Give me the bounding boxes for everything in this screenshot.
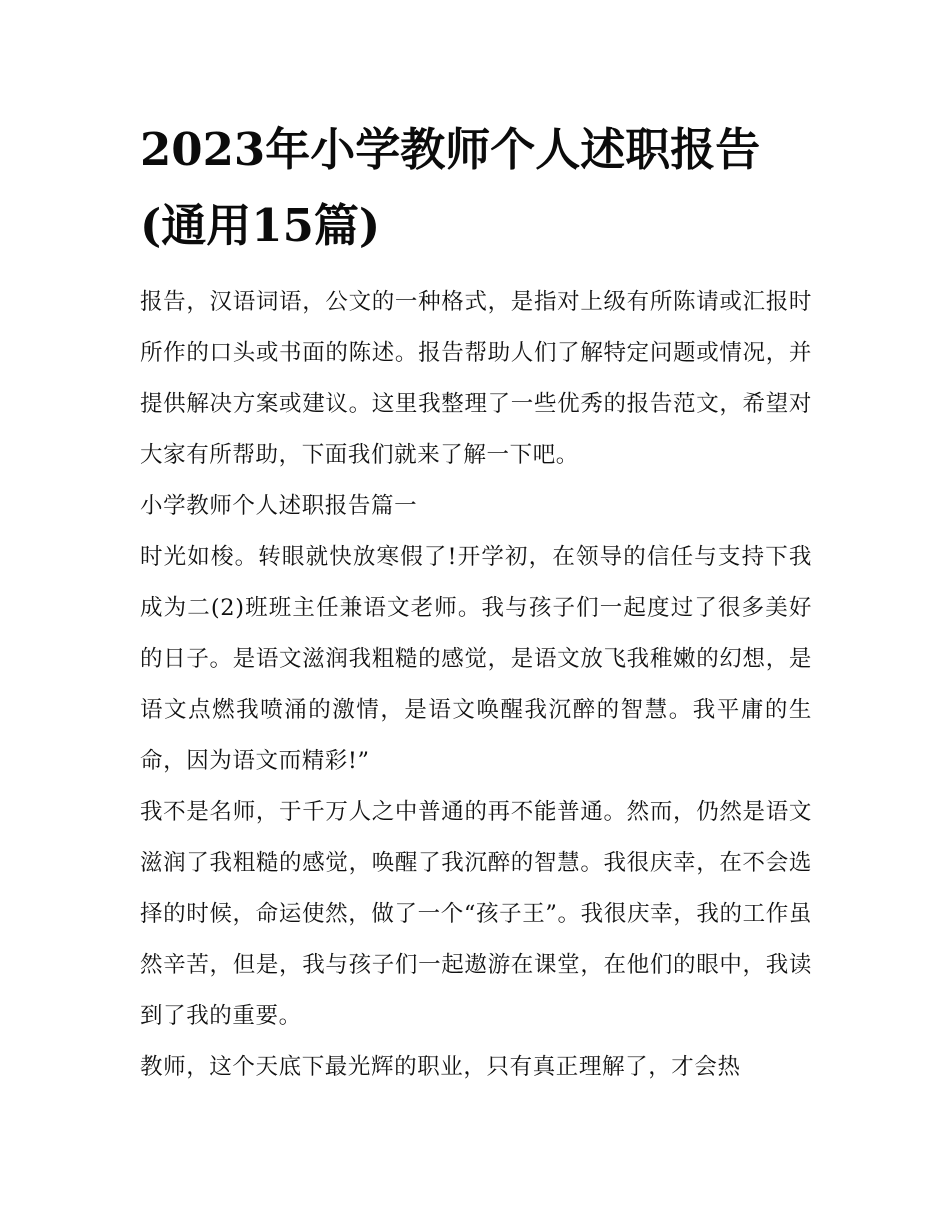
body-paragraph-1: 时光如梭。转眼就快放寒假了!开学初，在领导的信任与支持下我成为二(2)班班主任兼语文老师。我与孩子们一起度过了很多美好的日子。是语文滋润我粗糙的感觉，是语文放飞我稚嫩的幻想，是语文点燃我喷涌的激情，是语文唤醒我沉醉的智慧。我平庸的生命，因为语文而精彩!” <box>140 544 812 774</box>
document-body <box>140 277 812 1093</box>
intro-paragraph: 报告，汉语词语，公文的一种格式，是指对上级有所陈请或汇报时所作的口头或书面的陈述。报告帮助人们了解特定问题或情况，并提供解决方案或建议。这里我整理了一些优秀的报告范文，希望对大家有所帮助，下面我们就来了解一下吧。 <box>140 289 812 468</box>
section-heading: 小学教师个人述职报告篇一 <box>140 493 418 519</box>
body-paragraph-2: 我不是名师，于千万人之中普通的再不能普通。然而，仍然是语文滋润了我粗糙的感觉，唤醒了我沉醉的智慧。我很庆幸，在不会选择的时候，命运使然，做了一个“孩子王”。我很庆幸，我的工作虽然辛苦，但是，我与孩子们一起遨游在课堂，在他们的眼中，我读到了我的重要。 <box>140 799 812 1029</box>
body-paragraph-3: 教师，这个天底下最光辉的职业，只有真正理解了，才会热 <box>140 1054 741 1080</box>
document-title: 2023年小学教师个人述职报告 (通用15篇) <box>140 123 761 252</box>
document-content <box>140 112 812 1093</box>
